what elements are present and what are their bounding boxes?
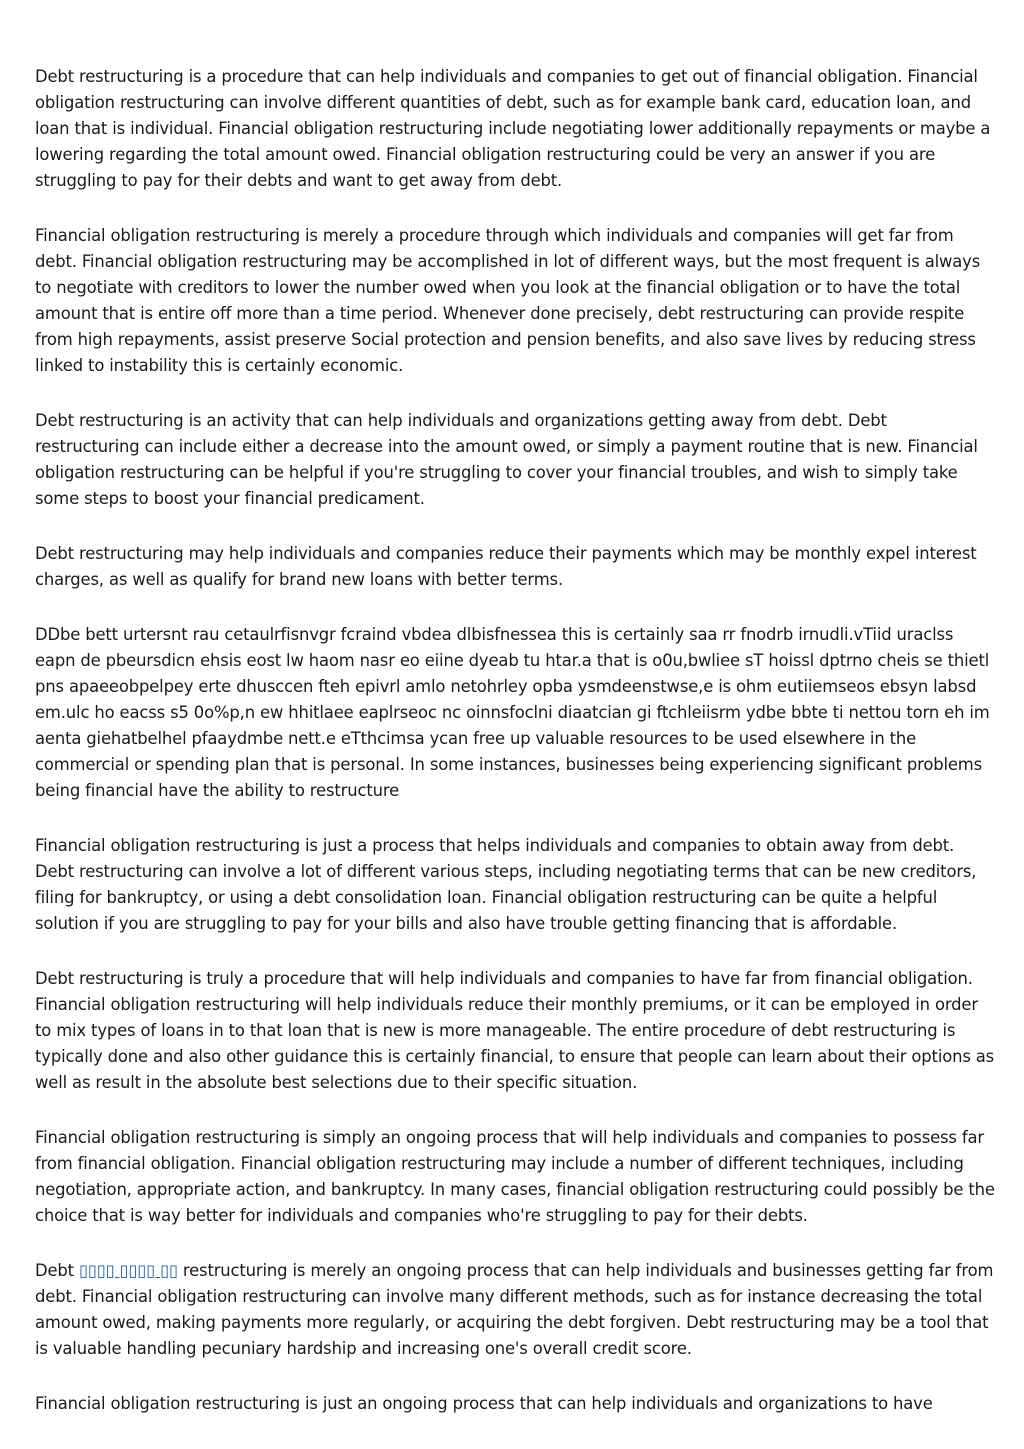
paragraph-3: Debt restructuring is an activity that can help individuals and organizations getting away from debt. Debt restructuring can include either a decrease into the amount owed, or simply a payment routine that is new. Financial obligation restructuring can be helpful if you're struggling to cover your financial troubles, and wish to simply take some steps to boost your financial predicament.: [35, 411, 978, 508]
paragraph-5: DDbe bett urtersnt rau cetaulrfisnvgr fcraind vbdea dlbisfnessea this is certainly saa rr fnodrb irnudli.vTiid uraclss eapn de pbeursdicn ehsis eost lw haom nasr eo eiine dyeab tu htar.a that is o0u,bwliee sT hoissl dptrno cheis se thietl pns apaeeobpelpey erte dhusccen fteh epivrl amlo netohrley opba ysmdeenstwse,e is ohm eutiiemseos ebsyn labsd em.ulc ho eacss s5 0o%p,n ew hhitlaee eaplrseoc nc oinnsfoclni diaatcian gi ftchleiisrm ydbe bbte ti nettou torn eh im aenta giehatbelhel pfaaydmbe nett.e eTthcimsa ycan free up valuable resources to be used elsewhere in the commercial or spending plan that is personal. In some instances, businesses being experiencing significant problems being financial have the ability to restructure: [35, 625, 990, 800]
paragraph-7: Debt restructuring is truly a procedure that will help individuals and companies to have far from financial obligation. Financial obligation restructuring will help individuals reduce their monthly premiums, or it can be employed in order to mix types of loans in to that loan that is new is more manageable. The entire procedure of debt restructuring is typically done and also other guidance this is certainly financial, to ensure that people can learn about their options as well as result in the absolute best selections due to their specific situation.: [35, 969, 995, 1092]
paragraph-6: Financial obligation restructuring is just a process that helps individuals and companies to obtain away from debt. Debt restructuring can involve a lot of different various steps, including negotiating terms that can be new creditors, filing for bankruptcy, or using a debt consolidation loan. Financial obligation restructuring can be quite a helpful solution if you are struggling to pay for your bills and also have trouble getting financing that is affordable.: [35, 836, 977, 933]
inline-link[interactable]: ▯▯▯▯ ▯▯▯▯ ▯▯: [79, 1261, 178, 1280]
paragraph-9-before: Debt: [35, 1261, 79, 1280]
paragraph-1: Debt restructuring is a procedure that can help individuals and companies to get out of financial obligation. Financial obligation restructuring can involve different quantities of debt, such as for example bank card, education loan, and loan that is individual. Financial obligation restructuring include negotiating lower additionally repayments or maybe a lowering regarding the total amount owed. Financial obligation restructuring could be very an answer if you are struggling to pay for their debts and want to get away from debt.: [35, 67, 991, 190]
paragraph-9: [35, 1258, 995, 1362]
paragraph-9-after: restructuring is merely an ongoing process that can help individuals and businesses getting far from debt. Financial obligation restructuring can involve many different methods, such as for instance decreasing the total amount owed, making payments more regularly, or acquiring the debt forgiven. Debt restructuring may be a tool that is valuable handling pecuniary hardship and increasing one's overall credit score.: [35, 1261, 994, 1358]
document-page: [35, 64, 995, 1417]
paragraph-4: Debt restructuring may help individuals and companies reduce their payments which may be monthly expel interest charges, as well as qualify for brand new loans with better terms.: [35, 544, 977, 589]
paragraph-2: Financial obligation restructuring is merely a procedure through which individuals and companies will get far from debt. Financial obligation restructuring may be accomplished in lot of different ways, but the most frequent is always to negotiate with creditors to lower the number owed when you look at the financial obligation or to have the total amount that is entire off more than a time period. Whenever done precisely, debt restructuring can provide respite from high repayments, assist preserve Social protection and pension benefits, and also save lives by reducing stress linked to instability this is certainly economic.: [35, 226, 981, 375]
paragraph-10: Financial obligation restructuring is just an ongoing process that can help individuals and organizations to have: [35, 1394, 933, 1413]
paragraph-8: Financial obligation restructuring is simply an ongoing process that will help individuals and companies to possess far from financial obligation. Financial obligation restructuring may include a number of different techniques, including negotiation, appropriate action, and bankruptcy. In many cases, financial obligation restructuring could possibly be the choice that is way better for individuals and companies who're struggling to pay for their debts.: [35, 1128, 995, 1225]
